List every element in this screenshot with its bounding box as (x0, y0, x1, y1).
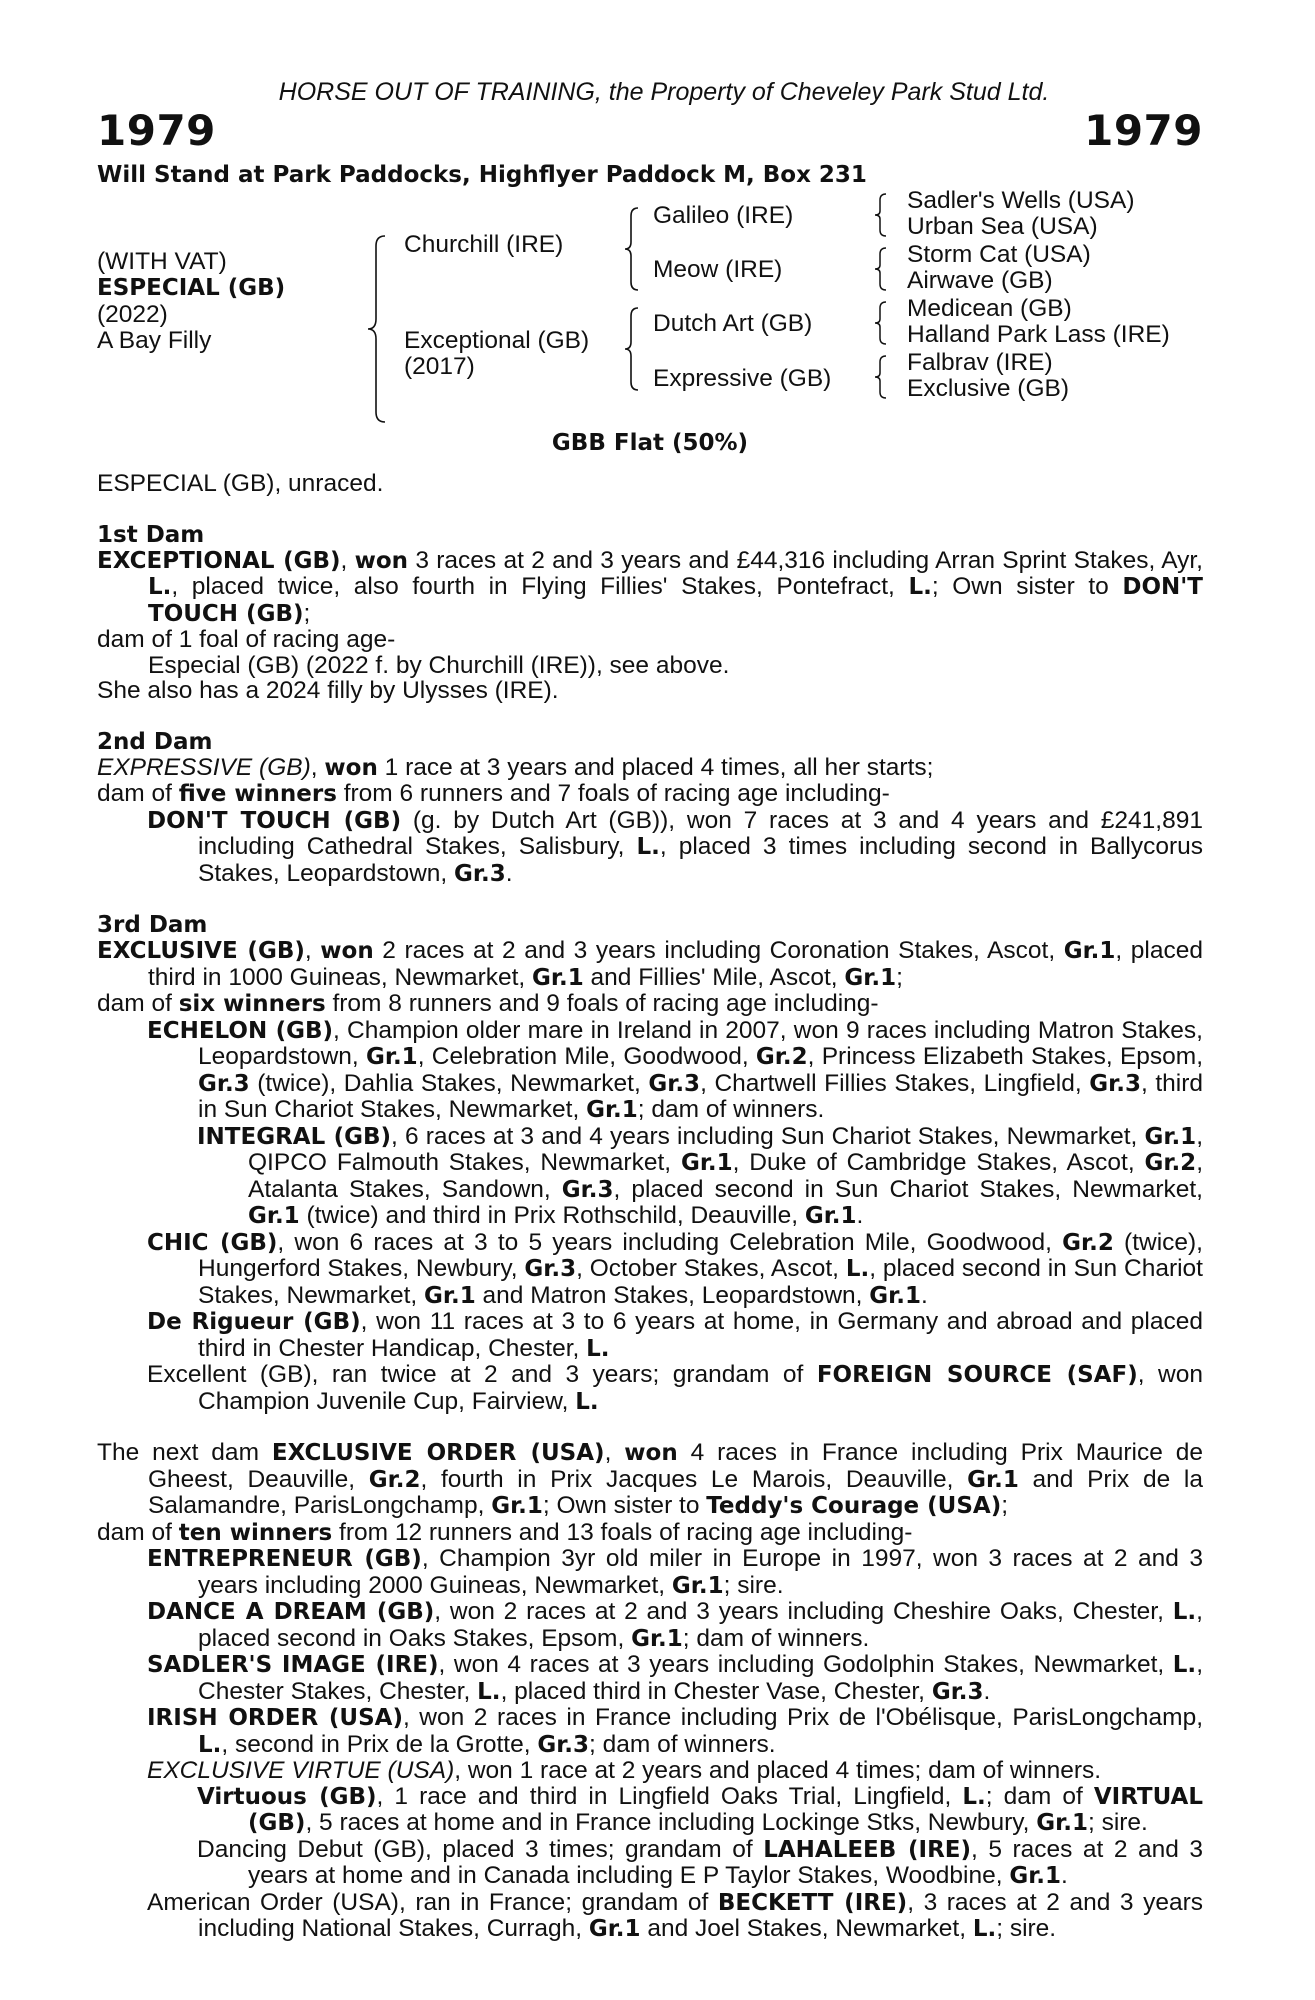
brace-2 (873, 246, 889, 292)
ancestor-ddd: Exclusive (GB) (907, 375, 1070, 402)
offspring-chic: CHIC (GB), won 6 races at 3 to 5 years including Celebration Mile, Goodwood, Gr.2 (twice), Hungerford Stakes, Newbury, Gr.3, October Stakes, Ascot, L., placed second in Sun Chariot Stakes, Newmarket, Gr.1 and Matron Stakes, Leopardstown, Gr.1. (147, 1228, 1203, 1309)
ancestor-dss: Medicean (GB) (907, 295, 1072, 322)
first-dam-foal: Especial (GB) (2022 f. by Churchill (IRE)), see above. (148, 651, 730, 679)
grandoffspring-dancing-debut: Dancing Debut (GB), placed 3 times; grandam of LAHALEEB (IRE), 5 races at 2 and 3 years at home and in Canada including E P Taylor Stakes, Woodbine, Gr.1. (197, 1835, 1204, 1889)
offspring-sadlers-image: SADLER'S IMAGE (IRE), won 4 races at 3 years including Godolphin Stakes, Newmarket, L., Chester Stakes, Chester, L., placed third in Chester Vase, Chester, Gr.3. (147, 1651, 1203, 1705)
horse-name: ESPECIAL (GB) (97, 275, 286, 301)
next-dam-section (97, 1440, 1203, 1943)
grandoffspring-virtuous: Virtuous (GB), 1 race and third in Lingfield Oaks Trial, Lingfield, L.; dam of VIRTUAL (GB), 5 races at home and in France including Lockinge Stks, Newbury, Gr.1; sire. (197, 1782, 1203, 1836)
dam-name: Exceptional (GB) (404, 327, 590, 354)
second-dam-heading: 2nd Dam (97, 728, 213, 755)
ancestor-sss: Sadler's Wells (USA) (907, 187, 1135, 214)
next-dam-record: The next dam EXCLUSIVE ORDER (USA), won 4 races in France including Prix Maurice de Gheest, Deauville, Gr.2, fourth in Prix Jacques Le Marois, Deauville, Gr.1 and Prix de la Salamandre, ParisLongchamp, Gr.1; Own sister to Teddy's Courage (USA); (97, 1439, 1203, 1519)
offspring-exclusive-virtue: EXCLUSIVE VIRTUE (USA), won 1 race at 2 years and placed 4 times; dam of winners. (147, 1757, 1102, 1784)
brace-4 (873, 354, 889, 400)
third-dam-heading: 3rd Dam (97, 912, 208, 938)
horse-description: A Bay Filly (97, 327, 212, 354)
first-dam-section (97, 522, 1203, 704)
second-dam-produce-summary: dam of five winners from 6 runners and 7 foals of racing age including- (97, 780, 890, 807)
ancestor-dsd: Halland Park Lass (IRE) (907, 321, 1170, 348)
race-record-intro: ESPECIAL (GB), unraced. (97, 470, 384, 497)
ancestor-dds: Falbrav (IRE) (907, 349, 1053, 376)
lot-number-left: 1979 (97, 106, 216, 155)
dam-sire: Dutch Art (GB) (653, 310, 813, 337)
offspring-integral: INTEGRAL (GB), 6 races at 3 and 4 years including Sun Chariot Stakes, Newmarket, Gr.1, QIPCO Falmouth Stakes, Newmarket, Gr.1, Duke of Cambridge Stakes, Ascot, Gr.2, Atalanta Stakes, Sandown, Gr.3, placed second in Sun Chariot Stakes, Newmarket, Gr.1 (twice) and third in Prix Rothschild, Deauville, Gr.1. (197, 1122, 1203, 1229)
second-dam-offspring-1: DON'T TOUCH (GB) (g. by Dutch Art (GB)), won 7 races at 3 and 4 years and £241,891 including Cathedral Stakes, Salisbury, L., placed 3 times including second in Ballycorus Stakes, Leopardstown, Gr.3. (147, 806, 1203, 887)
next-dam-produce-summary: dam of ten winners from 12 runners and 13 foals of racing age including- (97, 1518, 913, 1546)
main-brace (365, 234, 389, 424)
offspring-dance-a-dream: DANCE A DREAM (GB), won 2 races at 2 and 3 years including Cheshire Oaks, Chester, L., placed second in Oaks Stakes, Epsom, Gr.1; dam of winners. (147, 1598, 1203, 1652)
page-subtitle: HORSE OUT OF TRAINING, the Property of Cheveley Park Stud Ltd. (278, 78, 1050, 106)
sire-sire: Galileo (IRE) (653, 202, 794, 229)
sire-dam: Meow (IRE) (653, 256, 783, 283)
lot-number-right: 1979 (1084, 106, 1203, 155)
stand-location: Will Stand at Park Paddocks, Highflyer Paddock M, Box 231 (97, 162, 867, 188)
sire-brace (623, 206, 641, 292)
offspring-american-order: American Order (USA), ran in France; grandam of BECKETT (IRE), 3 races at 2 and 3 years including National Stakes, Curragh, Gr.1 and Joel Stakes, Newmarket, L.; sire. (147, 1888, 1203, 1942)
lot-number-row (97, 108, 1203, 154)
first-dam-produce-summary: dam of 1 foal of racing age- (97, 626, 396, 653)
first-dam-also: She also has a 2024 filly by Ulysses (IRE). (97, 677, 559, 704)
pedigree-table (97, 187, 1203, 427)
dam-brace (623, 306, 641, 392)
brace-3 (873, 300, 889, 346)
ancestor-sds: Storm Cat (USA) (907, 241, 1091, 268)
horse-year: (2022) (97, 301, 168, 328)
first-dam-record: EXCEPTIONAL (GB), won 3 races at 2 and 3 years and £44,316 including Arran Sprint Stakes, Ayr, L., placed twice, also fourth in Flying Fillies' Stakes, Pontefract, L.; Own sister to DON'T TOUCH (GB); (97, 546, 1203, 627)
offspring-de-rigueur: De Rigueur (GB), won 11 races at 3 to 6 years at home, in Germany and abroad and placed third in Chester Handicap, Chester, L. (147, 1308, 1203, 1362)
ancestor-ssd: Urban Sea (USA) (907, 213, 1098, 240)
gbb-note: GBB Flat (50%) (551, 430, 749, 456)
first-dam-heading: 1st Dam (97, 521, 205, 548)
second-dam-record: EXPRESSIVE (GB), won 1 race at 3 years and placed 4 times, all her starts; (97, 753, 934, 781)
offspring-echelon: ECHELON (GB), Champion older mare in Ireland in 2007, won 9 races including Matron Stakes, Leopardstown, Gr.1, Celebration Mile, Goodwood, Gr.2, Princess Elizabeth Stakes, Epsom, Gr.3 (twice), Dahlia Stakes, Newmarket, Gr.3, Chartwell Fillies Stakes, Lingfield, Gr.3, third in Sun Chariot Stakes, Newmarket, Gr.1; dam of winners. (147, 1016, 1204, 1123)
vat-note: (WITH VAT) (97, 248, 227, 275)
offspring-irish-order: IRISH ORDER (USA), won 2 races in France including Prix de l'Obélisque, ParisLongchamp, L., second in Prix de la Grotte, Gr.3; dam of winners. (147, 1704, 1204, 1758)
third-dam-record: EXCLUSIVE (GB), won 2 races at 2 and 3 years including Coronation Stakes, Ascot, Gr.1, placed third in 1000 Guineas, Newmarket, Gr.1 and Fillies' Mile, Ascot, Gr.1; (97, 937, 1203, 991)
dam-dam: Expressive (GB) (653, 365, 832, 392)
second-dam-section (97, 729, 1203, 888)
dam-year: (2017) (404, 353, 475, 380)
brace-1 (873, 192, 889, 238)
sire-name: Churchill (IRE) (404, 231, 564, 258)
third-dam-section (97, 912, 1203, 1415)
catalogue-page (97, 78, 1203, 1943)
offspring-excellent: Excellent (GB), ran twice at 2 and 3 years; grandam of FOREIGN SOURCE (SAF), won Champion Juvenile Cup, Fairview, L. (147, 1361, 1203, 1415)
offspring-entrepreneur: ENTREPRENEUR (GB), Champion 3yr old miler in Europe in 1997, won 3 races at 2 and 3 years including 2000 Guineas, Newmarket, Gr.1; sire. (147, 1545, 1203, 1599)
ancestor-sdd: Airwave (GB) (907, 267, 1053, 294)
third-dam-produce-summary: dam of six winners from 8 runners and 9 foals of racing age including- (97, 990, 879, 1017)
